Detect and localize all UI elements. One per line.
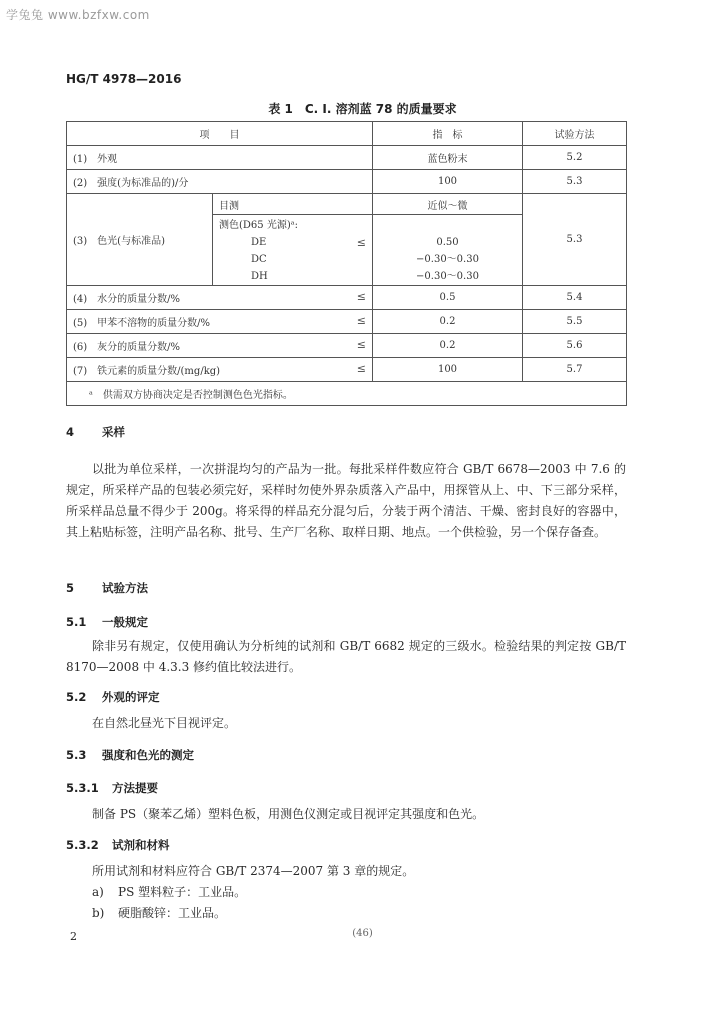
table-header-row	[67, 122, 627, 146]
section-heading	[66, 747, 194, 763]
shade-row-visual	[67, 194, 627, 215]
section-number: 4	[66, 425, 75, 439]
section-number: 5.3	[66, 748, 87, 762]
section-heading	[66, 689, 160, 705]
row-method: 5.5	[523, 310, 627, 334]
section-number: 5.2	[66, 690, 87, 704]
section-heading	[66, 780, 158, 796]
row-item: (1) 外观	[67, 146, 373, 170]
section-paragraph: 以批为单位采样，一次拼混均匀的产品为一批。每批采样件数应符合 GB/T 6678—2003 中 7.6 的规定，所采样产品的包装必须完好，采样时勿使外界杂质落入产品中，用探管从上、中、下三部分采样，所采样品总量不得少于 200g。将采得的样品充分混匀后，分装于两个清洁、干燥、密封良好的容器中，其上粘贴标签，注明产品名称、批号、生产厂名称、取样日期、地点。一个供检验，另一个保存备查。	[66, 462, 626, 539]
le-symbol: ≤	[356, 314, 366, 327]
table-footnote-row	[67, 382, 627, 406]
row-item	[67, 358, 373, 382]
row-method: 5.6	[523, 334, 627, 358]
section-number: 5.1	[66, 615, 87, 629]
row-value: 0.2	[373, 310, 523, 334]
section-paragraph: 在自然北昼光下目视评定。	[92, 716, 237, 730]
section-heading	[66, 614, 148, 630]
shade-sub-name: DE	[251, 237, 267, 248]
section-paragraph: 除非另有规定，仅使用确认为分析纯的试剂和 GB/T 6682 规定的三级水。检验结果的判定按 GB/T 8170—2008 中 4.3.3 修约值比较法进行。	[66, 639, 626, 674]
row-value: 0.2	[373, 334, 523, 358]
shade-sub-name: DH	[251, 271, 268, 282]
section-heading	[66, 837, 170, 853]
table-row	[67, 358, 627, 382]
row-item-text: (7) 铁元素的质量分数/(mg/kg)	[73, 366, 221, 377]
quality-table	[66, 121, 627, 406]
row-item: (2) 强度(为标准品的)/分	[67, 170, 373, 194]
section-paragraph: 制备 PS（聚苯乙烯）塑料色板，用测色仪测定或目视评定其强度和色光。	[92, 807, 485, 821]
section-title: 试剂和材料	[112, 838, 170, 852]
section-heading	[66, 580, 148, 596]
list-text: PS 塑料粒子：工业品。	[118, 885, 247, 899]
list-marker: a)	[92, 885, 104, 899]
list-text: 硬脂酸锌：工业品。	[118, 906, 227, 920]
section-title: 强度和色光的测定	[102, 748, 194, 762]
shade-visual-value: 近似～微	[373, 194, 523, 215]
header-item: 项 目	[67, 122, 373, 146]
section-number: 5.3.1	[66, 781, 99, 795]
header-method: 试验方法	[523, 122, 627, 146]
section-number: 5.3.2	[66, 838, 99, 852]
le-symbol: ≤	[356, 338, 366, 351]
table-footnote: ᵃ 供需双方协商决定是否控制测色色光指标。	[67, 382, 627, 406]
table-caption: 表 1 C. I. 溶剂蓝 78 的质量要求	[268, 102, 457, 116]
row-method: 5.3	[523, 170, 627, 194]
row-item	[67, 286, 373, 310]
table-row	[67, 170, 627, 194]
table-row	[67, 310, 627, 334]
shade-sub-value: 0.50	[436, 237, 459, 248]
row-value: 蓝色粉末	[373, 146, 523, 170]
page-number: 2	[70, 930, 77, 943]
header-index: 指 标	[373, 122, 523, 146]
le-symbol: ≤	[356, 290, 366, 303]
list-marker: b)	[92, 906, 105, 920]
section-title: 方法提要	[112, 781, 158, 795]
shade-instrument-cell	[213, 215, 373, 286]
row-value: 0.5	[373, 286, 523, 310]
section-paragraph: 所用试剂和材料应符合 GB/T 2374—2007 第 3 章的规定。	[92, 864, 415, 878]
section-title: 外观的评定	[102, 690, 160, 704]
row-item-text: (4) 水分的质量分数/%	[73, 294, 181, 305]
watermark-text: 学兔兔 www.bzfxw.com	[6, 8, 150, 22]
row-item-text: (5) 甲苯不溶物的质量分数/%	[73, 318, 211, 329]
shade-sub-value: −0.30～0.30	[416, 254, 479, 265]
section-number: 5	[66, 581, 75, 595]
row-value: 100	[373, 358, 523, 382]
row-method: 5.2	[523, 146, 627, 170]
list-item	[66, 882, 626, 903]
shade-item: (3) 色光(与标准品)	[67, 194, 213, 286]
table-row	[67, 146, 627, 170]
le-symbol: ≤	[356, 362, 366, 375]
le-symbol: ≤	[356, 236, 366, 249]
shade-values-cell	[373, 215, 523, 286]
table-row	[67, 334, 627, 358]
standard-code: HG/T 4978—2016	[66, 72, 182, 86]
shade-method: 5.3	[523, 194, 627, 286]
page-center-number: (46)	[352, 928, 373, 939]
row-item-text: (6) 灰分的质量分数/%	[73, 342, 181, 353]
shade-instrument-label: 测色(D65 光源)ᵃ:	[219, 220, 298, 231]
section-heading	[66, 424, 125, 440]
row-method: 5.4	[523, 286, 627, 310]
section-title: 一般规定	[102, 615, 148, 629]
list-item	[66, 903, 626, 924]
row-item	[67, 310, 373, 334]
row-item	[67, 334, 373, 358]
section-title: 试验方法	[102, 581, 148, 595]
section-title: 采样	[102, 425, 125, 439]
table-row	[67, 286, 627, 310]
shade-visual-label: 目测	[213, 194, 373, 215]
row-method: 5.7	[523, 358, 627, 382]
row-value: 100	[373, 170, 523, 194]
shade-sub-name: DC	[251, 254, 267, 265]
shade-sub-value: −0.30～0.30	[416, 271, 479, 282]
